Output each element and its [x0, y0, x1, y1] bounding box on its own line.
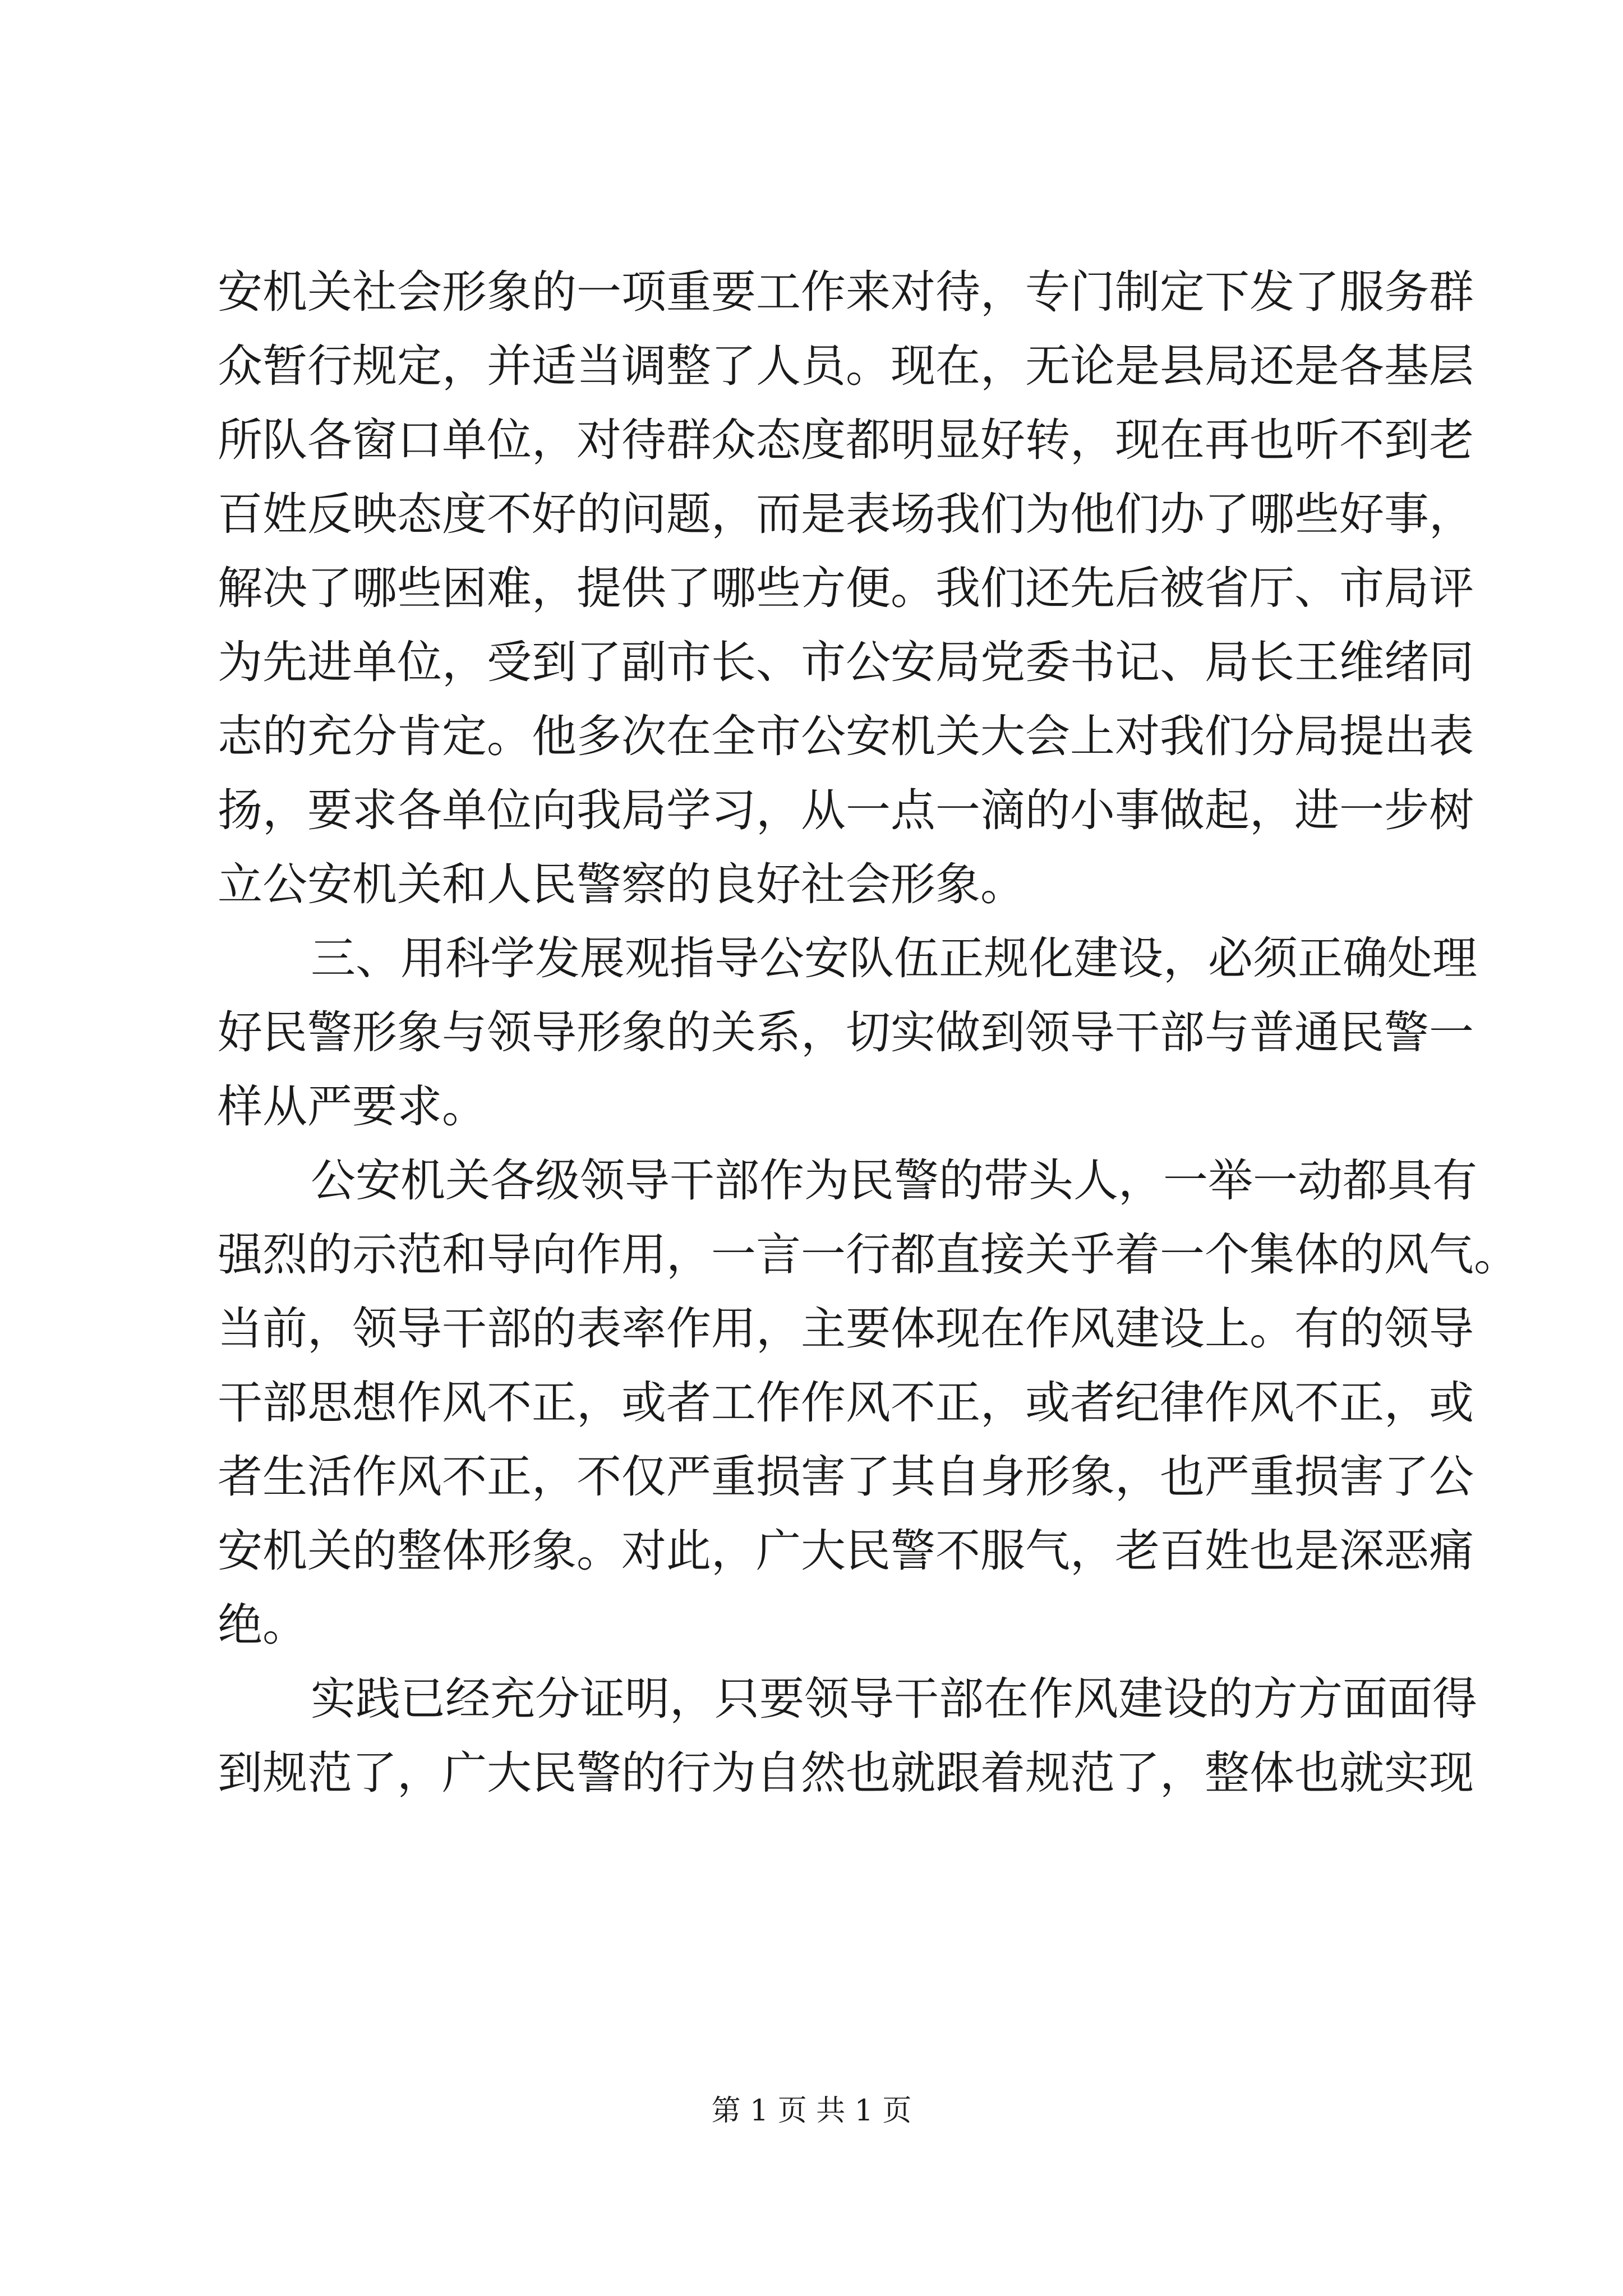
text-line: 实践已经充分证明，只要领导干部在作风建设的方方面面得: [311, 1673, 1477, 1725]
text-line: 所队各窗口单位，对待群众态度都明显好转，现在再也听不到老: [218, 414, 1474, 466]
text-line: 立公安机关和人民警察的良好社会形象。: [218, 858, 1025, 910]
text-line: 众暂行规定，并适当调整了人员。现在，无论是县局还是各基层: [218, 340, 1474, 392]
text-line: 好民警形象与领导形象的关系，切实做到领导干部与普通民警一: [218, 1006, 1474, 1059]
paragraph-4: [218, 1662, 1477, 1810]
document-body: [218, 255, 1519, 1810]
text-line: 当前，领导干部的表率作用，主要体现在作风建设上。有的领导: [218, 1303, 1474, 1355]
text-line: 安机关的整体形象。对此，广大民警不服气，老百姓也是深恶痛: [218, 1525, 1474, 1577]
text-line: 绝。: [218, 1599, 307, 1651]
paragraph-1: [218, 255, 1474, 922]
text-line: 志的充分肯定。他多次在全市公安机关大会上对我们分局提出表: [218, 710, 1474, 762]
page-footer: 第 1 页 共 1 页: [711, 2094, 912, 2128]
paragraph-2-heading: [218, 922, 1477, 1144]
text-line: 解决了哪些困难，提供了哪些方便。我们还先后被省厅、市局评: [218, 562, 1474, 614]
paragraph-3: [218, 1144, 1519, 1662]
text-line: 强烈的示范和导向作用，一言一行都直接关乎着一个集体的风气。: [218, 1228, 1519, 1281]
text-line: 公安机关各级领导干部作为民警的带头人，一举一动都具有: [311, 1154, 1477, 1207]
text-line: 到规范了，广大民警的行为自然也就跟着规范了，整体也就实现: [218, 1747, 1474, 1799]
text-line: 三、用科学发展观指导公安队伍正规化建设，必须正确处理: [311, 932, 1477, 984]
text-line: 扬，要求各单位向我局学习，从一点一滴的小事做起，进一步树: [218, 784, 1474, 836]
text-line: 安机关社会形象的一项重要工作来对待，专门制定下发了服务群: [218, 266, 1474, 318]
text-line: 干部思想作风不正，或者工作作风不正，或者纪律作风不正，或: [218, 1377, 1474, 1429]
text-line: 样从严要求。: [218, 1080, 487, 1133]
text-line: 者生活作风不正，不仅严重损害了其自身形象，也严重损害了公: [218, 1451, 1474, 1503]
text-line: 百姓反映态度不好的问题，而是表场我们为他们办了哪些好事，: [218, 488, 1474, 540]
text-line: 为先进单位，受到了副市长、市公安局党委书记、局长王维绪同: [218, 636, 1474, 688]
